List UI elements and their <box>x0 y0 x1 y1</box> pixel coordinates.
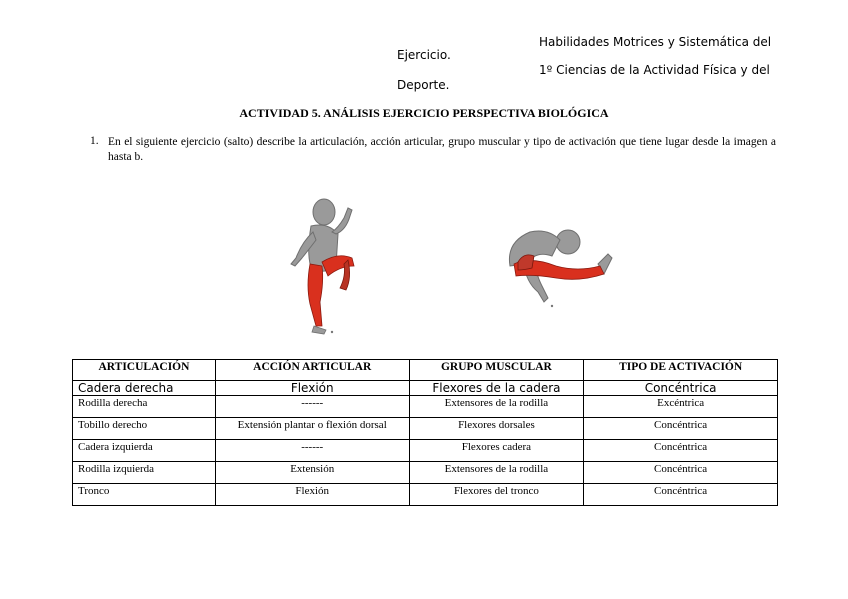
table-cell: Concéntrica <box>584 484 778 506</box>
column-header-joint-action: ACCIÓN ARTICULAR <box>215 360 409 381</box>
table-cell: ------ <box>215 396 409 418</box>
header-course-line-2: 1º Ciencias de la Actividad Física y del <box>539 63 770 77</box>
figure-b-jump-end <box>486 186 626 316</box>
table-cell: Extensión plantar o flexión dorsal <box>215 418 409 440</box>
table-cell: Tobillo derecho <box>73 418 216 440</box>
table-header-row <box>73 360 778 381</box>
table-cell: Flexión <box>215 484 409 506</box>
table-cell: Extensores de la rodilla <box>409 396 584 418</box>
header-continuation-line-1: Ejercicio. <box>397 48 451 62</box>
table-cell: Flexores del tronco <box>409 484 584 506</box>
table-cell: Tronco <box>73 484 216 506</box>
table-cell: Cadera izquierda <box>73 440 216 462</box>
header-continuation-line-2: Deporte. <box>397 78 450 92</box>
table-cell: Cadera derecha <box>73 381 216 396</box>
table-cell: Flexores de la cadera <box>409 381 584 396</box>
table-cell: Flexores cadera <box>409 440 584 462</box>
table-cell: Extensores de la rodilla <box>409 462 584 484</box>
header-course-line-1: Habilidades Motrices y Sistemática del <box>539 35 772 49</box>
table-cell: Concéntrica <box>584 381 778 396</box>
table-cell: Extensión <box>215 462 409 484</box>
table-row <box>73 396 778 418</box>
table-cell: Concéntrica <box>584 418 778 440</box>
question-text: En el siguiente ejercicio (salto) describe la articulación, acción articular, grupo muscular y tipo de activación que tiene lugar desde la imagen a hasta b. <box>108 136 776 163</box>
document-title: ACTIVIDAD 5. ANÁLISIS EJERCICIO PERSPECTIVA BIOLÓGICA <box>239 106 609 120</box>
table-cell: Concéntrica <box>584 440 778 462</box>
table-cell: ------ <box>215 440 409 462</box>
table-row <box>73 418 778 440</box>
column-header-joint: ARTICULACIÓN <box>73 360 216 381</box>
table-cell: Excéntrica <box>584 396 778 418</box>
table-cell: Concéntrica <box>584 462 778 484</box>
figure-a-jump-start <box>266 186 370 346</box>
joint-analysis-table <box>72 359 778 506</box>
table-cell: Flexores dorsales <box>409 418 584 440</box>
question-number: 1. <box>90 135 99 147</box>
table-row <box>73 381 778 396</box>
table-cell: Flexión <box>215 381 409 396</box>
table-cell: Rodilla izquierda <box>73 462 216 484</box>
table-row <box>73 484 778 506</box>
column-header-muscle-group: GRUPO MUSCULAR <box>409 360 584 381</box>
table-cell: Rodilla derecha <box>73 396 216 418</box>
column-header-activation-type: TIPO DE ACTIVACIÓN <box>584 360 778 381</box>
table-row <box>73 462 778 484</box>
table-row <box>73 440 778 462</box>
figure-a-right-leg-muscles <box>308 264 323 326</box>
